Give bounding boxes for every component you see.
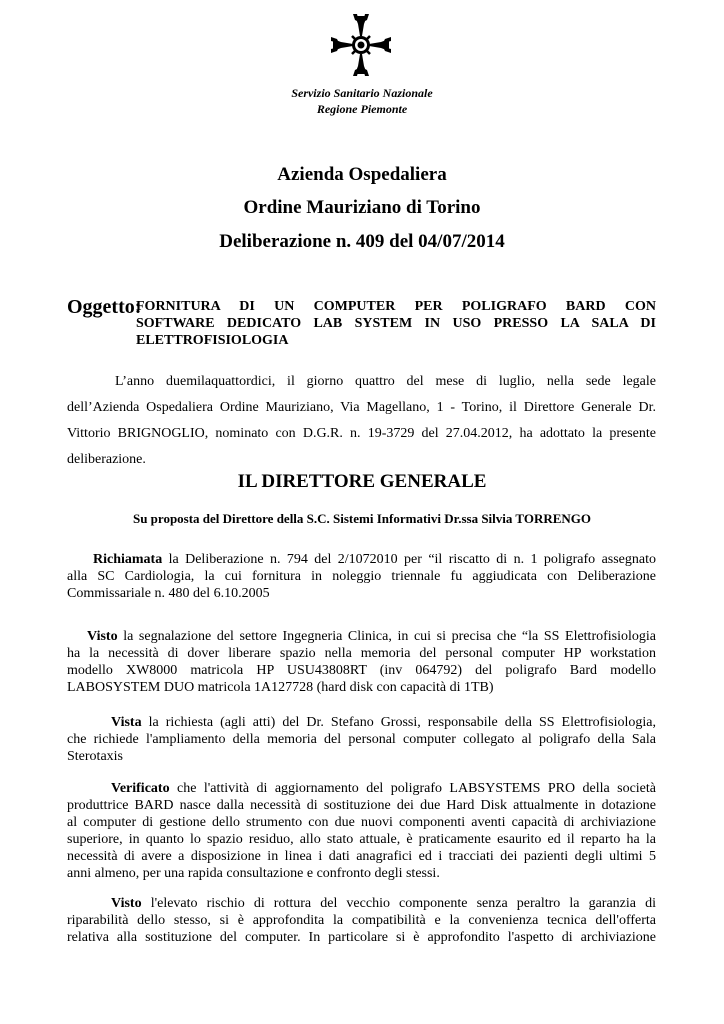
subject-label: Oggetto:: [67, 296, 142, 318]
richiamata-keyword: Richiamata: [93, 552, 163, 567]
subject-line: FORNITURA DI UN COMPUTER PER POLIGRAFO BARD CON: [136, 299, 656, 314]
vista-keyword: Vista: [111, 715, 142, 730]
vista-paragraph: Vista la richiesta (agli atti) del Dr. Stefano Grossi, responsabile della SS Elettrofisiologia, che richiede l'ampliamento della memoria del personal computer collegato al poligrafo della Sala Sterotaxis: [67, 715, 656, 764]
visto-paragraph-2: Visto l'elevato rischio di rottura del vecchio componente senza peraltro la garanzia di riparabilità dello stesso, si è approfondita la compatibilità e la convenienza tecnica dell'offerta relativa alla sostituzione del computer. In particolare si è approfondito l'aspetto di archiviazione: [67, 896, 656, 945]
intro-line: dell’Azienda Ospedaliera Ordine Mauriziano, Via Magellano, 1 - Torino, il Direttore Generale Dr.: [67, 400, 656, 415]
proposal-line: Su proposta del Direttore della S.C. Sistemi Informativi Dr.ssa Silvia TORRENGO: [132, 511, 592, 526]
visto-paragraph: Visto la segnalazione del settore Ingegneria Clinica, in cui si precisa che “la SS Elettrofisiologia ha la necessità di dover liberare spazio nella memoria del personal computer HP workstation modello XW8000 matricola HP USU43808RT (inv 064792) del poligrafo Bard modello LABOSYSTEM DUO matricola 1A127728 (hard disk con capacità di 1TB): [67, 629, 656, 695]
intro-line: deliberazione.: [67, 452, 146, 467]
intro-line: Vittorio BRIGNOGLIO, nominato con D.G.R. n. 19-3729 del 27.04.2012, ha adottato la presente: [67, 426, 656, 441]
region-line: Regione Piemonte: [316, 102, 408, 116]
deliberation-title: Deliberazione n. 409 del 04/07/2014: [219, 231, 505, 252]
intro-line: L’anno duemilaquattordici, il giorno quattro del mese di luglio, nella sede legale: [115, 374, 656, 389]
ssn-line: Servizio Sanitario Nazionale: [291, 86, 433, 100]
subject-text: [136, 298, 656, 349]
subject-line: ELETTROFISIOLOGIA: [136, 333, 289, 348]
intro-paragraph: [67, 369, 656, 473]
verificato-keyword: Verificato: [111, 781, 170, 796]
hospital-title: Azienda Ospedaliera: [277, 164, 447, 185]
verificato-paragraph: Verificato che l'attività di aggiornamento del poligrafo LABSYSTEMS PRO della società produttrice BARD nasce dalla necessità di sostituzione dei due Hard Disk attualmente in dotazione al computer di gestione dello strumento con due nuovi componenti aventi capacità di archiviazione superiore, in quanto lo spazio residuo, allo stato attuale, è praticamente esaurito ed il reparto ha la necessità di avere a disposizione in linea i dati anagrafici ed i tracciati dei pazienti degli ultimi 5 anni almeno, per una rapida consultazione e confronto degli stessi.: [67, 781, 656, 881]
director-heading: IL DIRETTORE GENERALE: [237, 471, 487, 492]
subject-line: SOFTWARE DEDICATO LAB SYSTEM IN USO PRESSO LA SALA DI: [136, 316, 656, 331]
maltese-cross-emblem-icon: [331, 14, 391, 76]
hospital-subtitle: Ordine Mauriziano di Torino: [243, 197, 481, 218]
visto-keyword: Visto: [111, 896, 142, 911]
richiamata-paragraph: Richiamata la Deliberazione n. 794 del 2/1072010 per “il riscatto di n. 1 poligrafo assegnato alla SC Cardiologia, la cui fornitura in noleggio triennale fu aggiudicata con Deliberazione Commissariale n. 480 del 6.10.2005: [67, 552, 656, 601]
visto-keyword: Visto: [87, 629, 118, 644]
